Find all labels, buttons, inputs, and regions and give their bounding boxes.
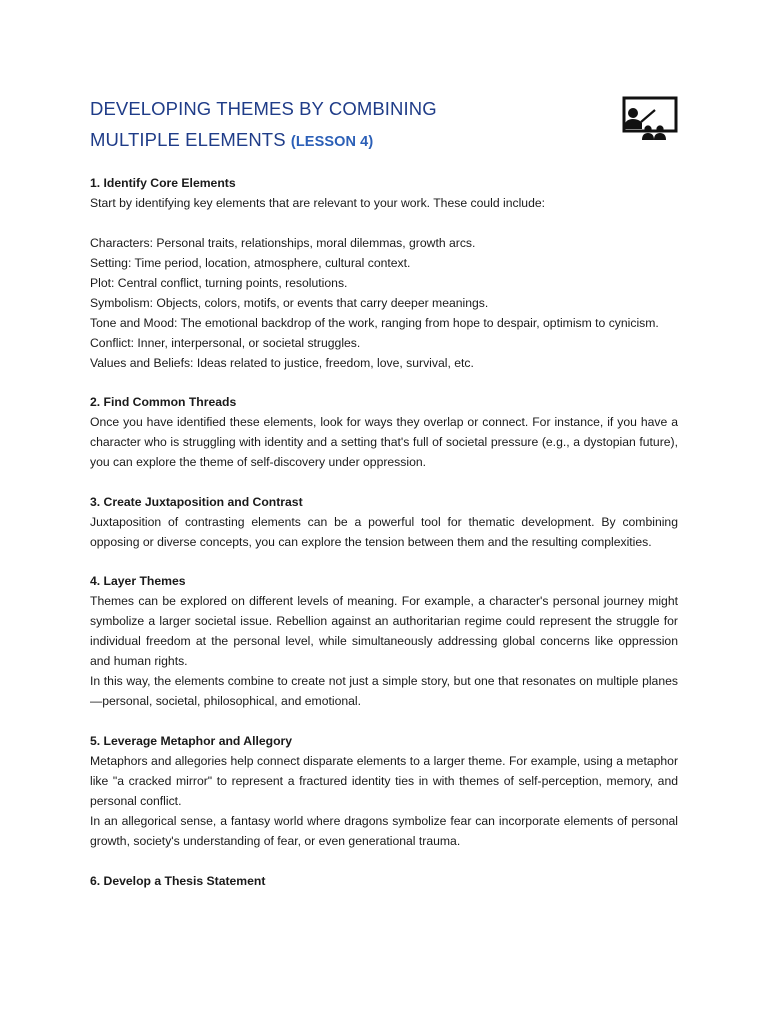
list-item: Values and Beliefs: Ideas related to justice, freedom, love, survival, etc. — [90, 355, 474, 370]
document-body — [90, 173, 678, 891]
section-title: 2. Find Common Threads — [90, 395, 237, 410]
list-item: Plot: Central conflict, turning points, resolutions. — [90, 275, 348, 290]
list-item: Setting: Time period, location, atmosphere, cultural context. — [90, 255, 411, 270]
list-item: Conflict: Inner, interpersonal, or societal struggles. — [90, 335, 361, 350]
section-title: 5. Leverage Metaphor and Allegory — [90, 733, 293, 748]
paragraph: Once you have identified these elements, look for ways they overlap or connect. For instance, if you have a character who is struggling with identity and a setting that's full of societal pressure (e.g., a dystopian future), you can explore the theme of self-discovery under oppression. — [90, 415, 678, 470]
paragraph: Juxtaposition of contrasting elements can be a powerful tool for thematic development. By combining opposing or diverse concepts, you can explore the tension between them and the resulting complexities. — [90, 514, 678, 549]
paragraph: In an allegorical sense, a fantasy world where dragons symbolize fear can incorporate elements of personal growth, society's understanding of fear, or even generational trauma. — [90, 813, 678, 848]
document-title — [90, 93, 590, 158]
teacher-classroom-icon — [621, 96, 679, 142]
paragraph: Metaphors and allegories help connect disparate elements to a larger theme. For example, using a metaphor like "a cracked mirror" to represent a fractured identity ties in with themes of self-perception, memory, and personal conflict. — [90, 753, 678, 808]
section-intro: Start by identifying key elements that are relevant to your work. These could include: — [90, 196, 546, 210]
title-line-2 — [90, 124, 590, 158]
section-title: 6. Develop a Thesis Statement — [90, 873, 266, 888]
section-title: 4. Layer Themes — [90, 574, 186, 589]
title-line-1: DEVELOPING THEMES BY COMBINING — [90, 98, 437, 119]
section-title: 1. Identify Core Elements — [90, 176, 236, 190]
title-line-2-text: MULTIPLE ELEMENTS — [90, 129, 286, 150]
section-title: 3. Create Juxtaposition and Contrast — [90, 494, 303, 509]
lesson-tag: (LESSON 4) — [290, 134, 374, 150]
list-item: Characters: Personal traits, relationships, moral dilemmas, growth arcs. — [90, 235, 476, 250]
list-item: Symbolism: Objects, colors, motifs, or events that carry deeper meanings. — [90, 295, 489, 310]
paragraph: Themes can be explored on different levels of meaning. For example, a character's personal journey might symbolize a larger societal issue. Rebellion against an authoritarian regime could represent the struggle for individual freedom at the personal level, while simultaneously addressing global concerns like oppression and human rights. — [90, 594, 678, 669]
list-item: Tone and Mood: The emotional backdrop of the work, ranging from hope to despair, optimism to cynicism. — [90, 315, 659, 330]
paragraph: In this way, the elements combine to create not just a simple story, but one that resonates on multiple planes—personal, societal, philosophical, and emotional. — [90, 674, 678, 709]
